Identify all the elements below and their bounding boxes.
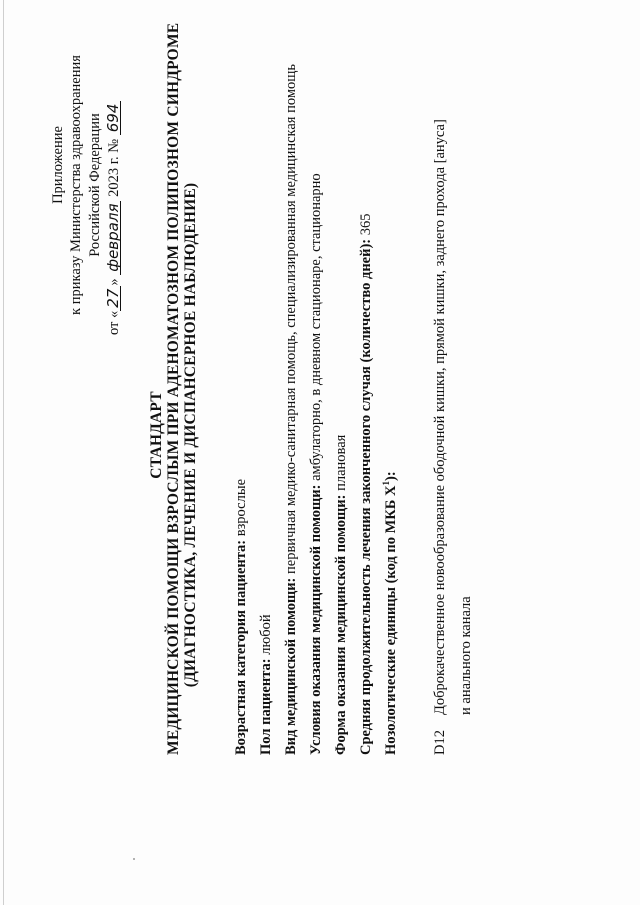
- field-value: 365: [358, 213, 374, 239]
- field-care-form: [333, 435, 349, 755]
- field-treatment-duration: [358, 214, 374, 756]
- field-care-type: [283, 64, 299, 755]
- date-day-handwritten: 27: [106, 286, 121, 311]
- order-number-handwritten: 694: [106, 101, 121, 136]
- field-sex: [258, 614, 274, 755]
- standard-title-line2: (ДИАГНОСТИКА, ЛЕЧЕНИЕ И ДИСПАНСЕРНОЕ НАБЛЮДЕНИЕ): [182, 182, 199, 688]
- nosology-label: Нозологические единицы (код по МКБ X: [383, 485, 399, 755]
- field-label: Форма оказания медицинской помощи:: [333, 494, 349, 755]
- field-value: первичная медико-санитарная помощь, специализированная медицинская помощь: [283, 63, 299, 578]
- field-age-category: [233, 479, 249, 755]
- date-month-handwritten: февраля: [106, 201, 121, 275]
- diagnosis-line1: Доброкачественное новообразование ободочной кишки, прямой кишки, заднего прохода [ануса]: [432, 119, 448, 715]
- diagnosis-line2: и анального канала: [458, 596, 474, 715]
- field-value: любой: [258, 614, 274, 659]
- field-value: плановая: [333, 434, 349, 495]
- field-label: Пол пациента:: [258, 658, 274, 755]
- field-care-conditions: [308, 173, 324, 755]
- icd-code: D12: [432, 730, 448, 755]
- footnote-marker: 1: [381, 481, 392, 486]
- date-mid: »: [106, 278, 122, 286]
- nosology-heading: [383, 471, 399, 755]
- field-value: амбулаторно, в дневном стационаре, стационарно: [308, 173, 324, 485]
- standard-title-line1: МЕДИЦИНСКОЙ ПОМОЩИ ВЗРОСЛЫМ ПРИ АДЕНОМАТОЗНОМ ПОЛИПОЗНОМ СИНДРОМЕ: [165, 22, 182, 755]
- field-label: Средняя продолжительность лечения законченного случая (количество дней):: [358, 238, 374, 755]
- field-label: Возрастная категория пациента:: [233, 539, 249, 755]
- standard-heading: СТАНДАРТ: [148, 391, 165, 479]
- date-prefix: от «: [106, 310, 122, 335]
- field-label: Вид медицинской помощи:: [283, 577, 299, 755]
- appendix-ministry-line: Российской Федерации: [87, 113, 103, 257]
- date-year: 2023 г. №: [106, 138, 122, 197]
- nosology-label-end: ):: [383, 471, 399, 481]
- field-label: Условия оказания медицинской помощи:: [308, 484, 324, 755]
- appendix-title: Приложение: [50, 126, 66, 204]
- appendix-order-line: к приказу Министерства здравоохранения: [68, 55, 84, 315]
- appendix-date-line: [106, 15, 122, 345]
- field-value: взрослые: [233, 478, 249, 540]
